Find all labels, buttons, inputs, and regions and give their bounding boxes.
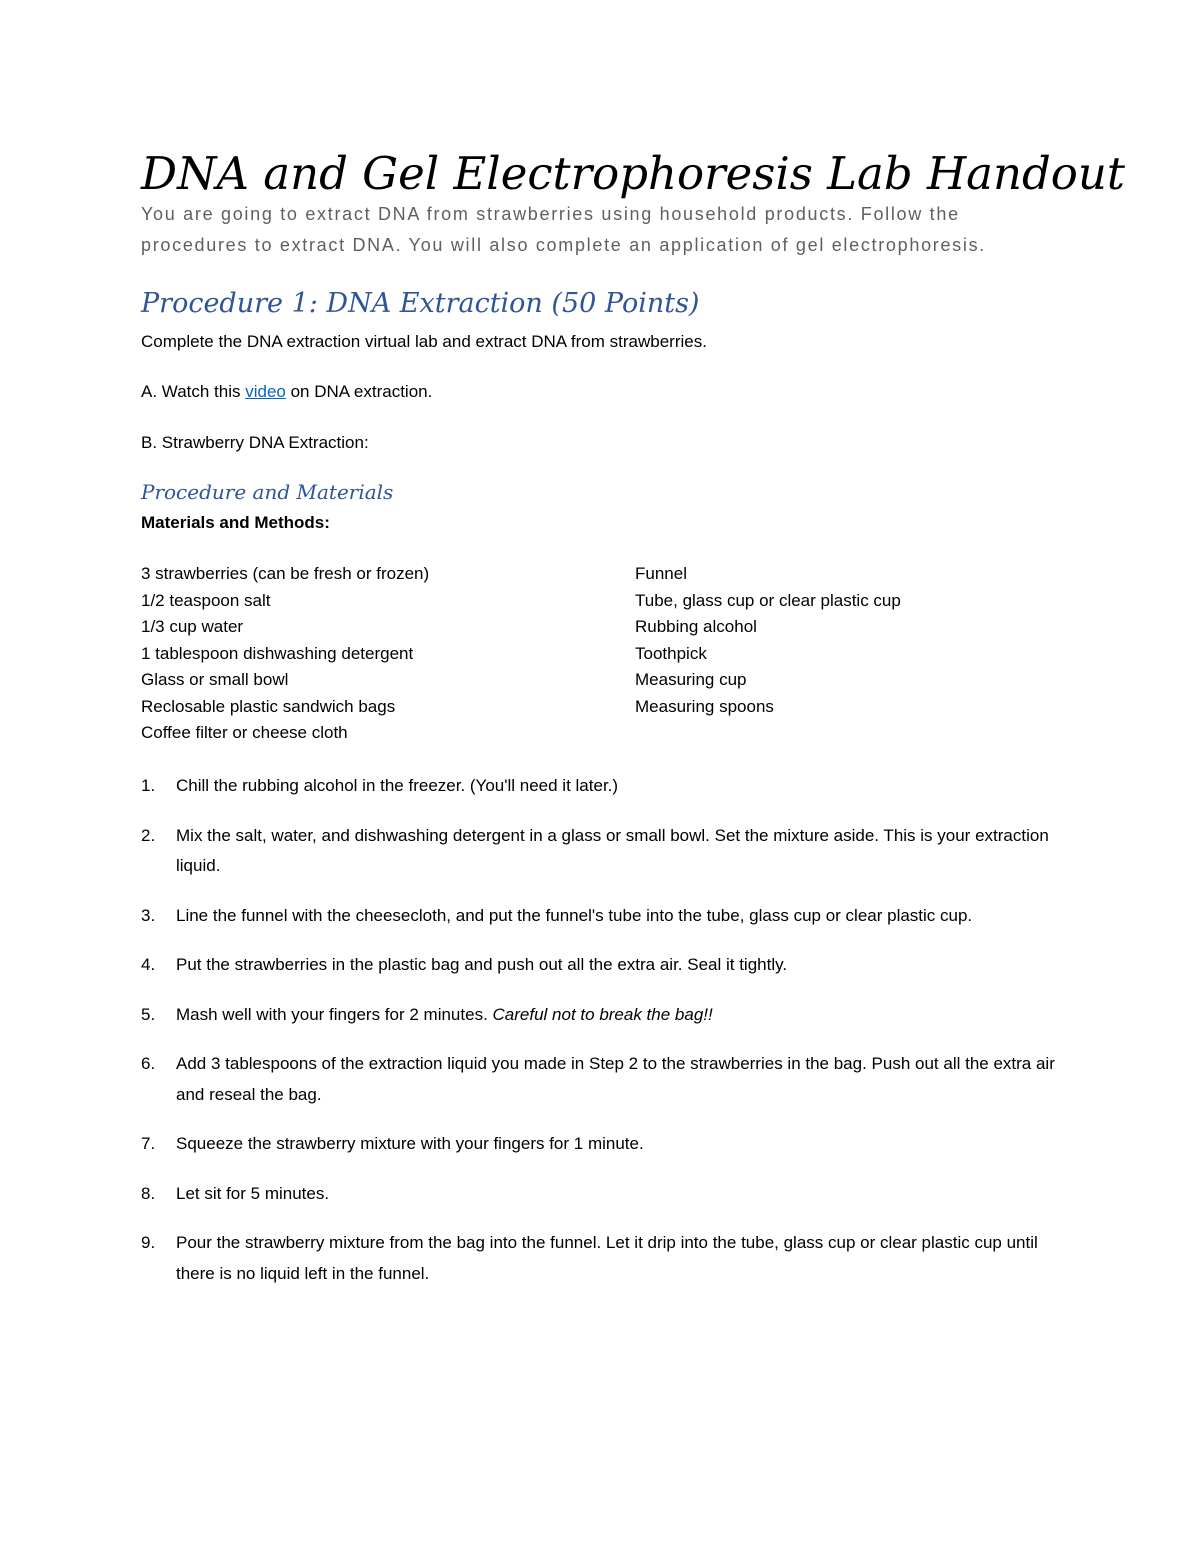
procedure-step [141,1049,1061,1110]
step-text: Line the funnel with the cheesecloth, and put the funnel's tube into the tube, glass cup or clear plastic cup. [176,905,973,925]
step-number: 5. [141,1004,156,1024]
step-number: 2. [141,825,156,845]
step-caution: Careful not to break the bag!! [492,1004,713,1024]
procedure-step [141,901,1061,932]
material-item: Tube, glass cup or clear plastic cup [635,590,901,610]
materials-methods-label: Materials and Methods: [141,513,330,532]
material-item: 1/2 teaspoon salt [141,590,271,610]
step-text: Pour the strawberry mixture from the bag into the funnel. Let it drip into the tube, glass cup or clear plastic cup until there is no liquid left in the funnel. [176,1233,1038,1283]
document-subtitle: You are going to extract DNA from strawberries using household products. Follow the procedures to extract DNA. You will also complete an application of gel electrophoresis. [141,204,986,255]
step-text: Put the strawberries in the plastic bag and push out all the extra air. Seal it tightly. [176,955,788,974]
video-link[interactable]: video [245,382,286,401]
step-text: Add 3 tablespoons of the extraction liquid you made in Step 2 to the strawberries in the bag. Push out all the extra air and reseal the bag. [176,1054,1055,1104]
step-text: Mix the salt, water, and dishwashing detergent in a glass or small bowl. Set the mixture aside. This is your extraction liquid. [176,825,1049,875]
procedure-step [141,1179,1061,1210]
material-item: Measuring cup [635,670,747,689]
procedure-step [141,1129,1061,1160]
materials-list-left [141,561,429,747]
procedure-materials-heading: Procedure and Materials [141,480,394,504]
step-number: 9. [141,1233,156,1252]
step-number: 6. [141,1054,156,1073]
step-text: Mash well with your fingers for 2 minutes. [176,1004,488,1024]
step-number: 1. [141,776,156,795]
procedure-1-intro: Complete the DNA extraction virtual lab and extract DNA from strawberries. [141,332,707,351]
step-number: 8. [141,1183,156,1203]
material-item: Glass or small bowl [141,670,289,689]
material-item: 1 tablespoon dishwashing detergent [141,643,414,663]
procedure-1-heading: Procedure 1: DNA Extraction (50 Points) [141,288,700,319]
procedure-step [141,771,1061,802]
material-item: 3 strawberries (can be fresh or frozen) [141,564,430,583]
step-number: 4. [141,955,156,974]
item-b-strawberry-extraction: B. Strawberry DNA Extraction: [141,433,369,452]
materials-list-right [635,561,901,720]
material-item: 1/3 cup water [141,617,244,636]
step-text: Let sit for 5 minutes. [176,1183,330,1203]
material-item: Reclosable plastic sandwich bags [141,696,396,716]
procedure-step [141,950,1061,981]
item-a-prefix: A. Watch this [141,382,246,401]
step-text: Chill the rubbing alcohol in the freezer. (You'll need it later.) [176,776,619,795]
item-a-suffix: on DNA extraction. [285,382,433,401]
material-item: Coffee filter or cheese cloth [141,723,348,742]
procedure-steps-list [141,771,1061,1308]
material-item: Rubbing alcohol [635,617,757,636]
material-item: Measuring spoons [635,696,774,716]
step-text: Squeeze the strawberry mixture with your fingers for 1 minute. [176,1134,644,1153]
item-a-watch-video [141,380,432,404]
document-title: DNA and Gel Electrophoresis Lab Handout [141,147,1125,200]
procedure-step [141,1228,1061,1289]
material-item: Funnel [635,564,687,583]
procedure-step [141,1000,1061,1031]
step-number: 7. [141,1134,156,1153]
procedure-step [141,821,1061,882]
material-item: Toothpick [635,643,707,663]
step-number: 3. [141,905,156,925]
